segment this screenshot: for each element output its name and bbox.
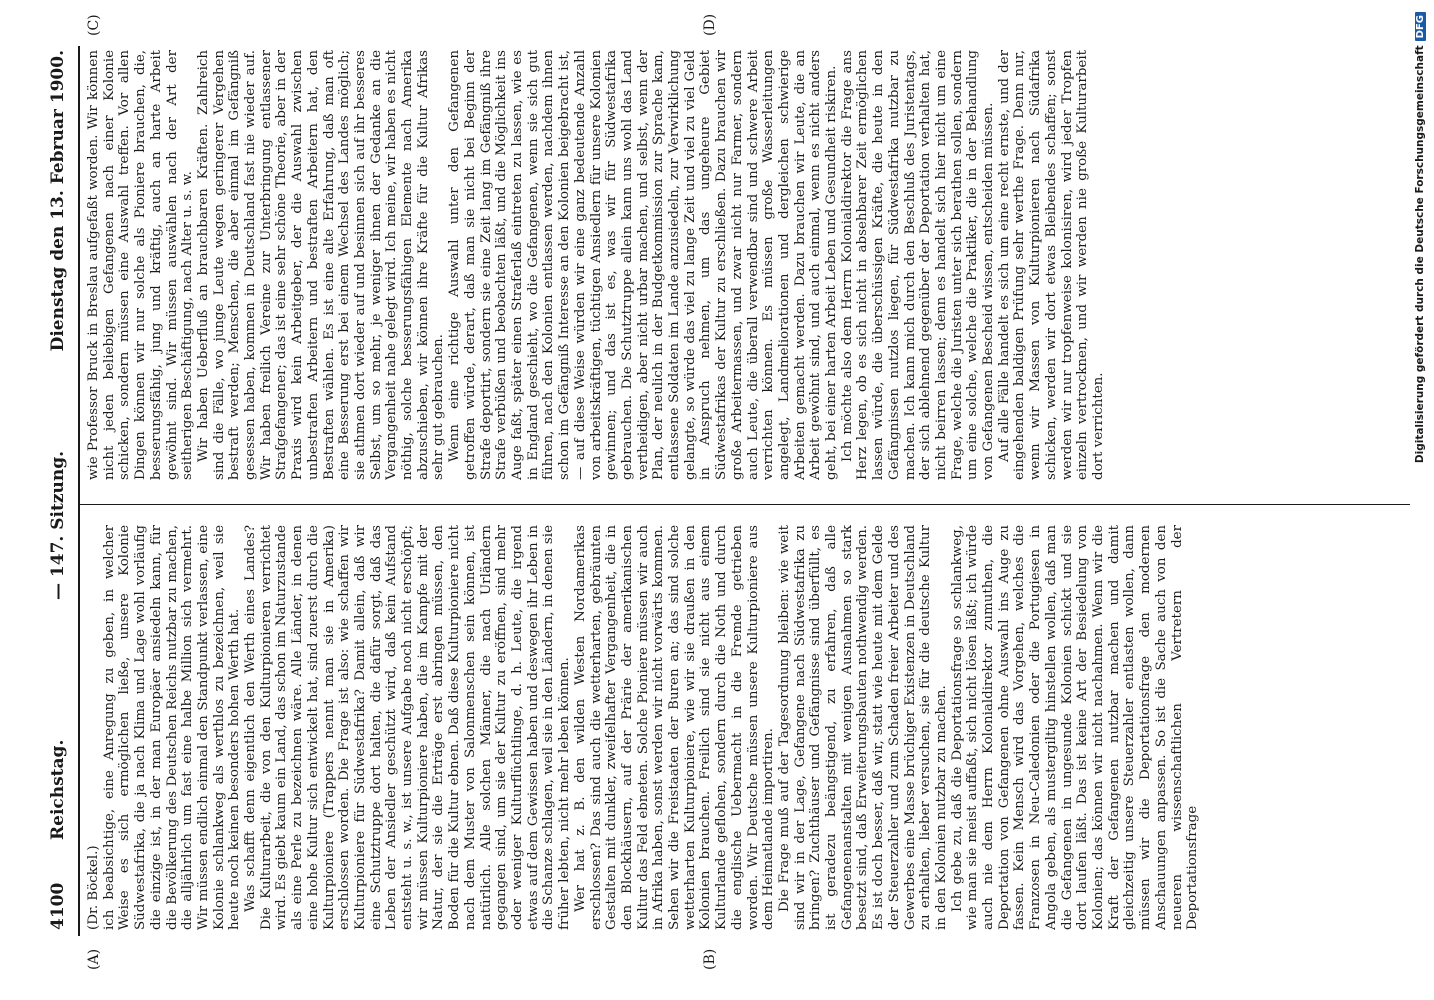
right-paragraph: Ich möchte also dem Herrn Kolonialdirektor die Frage ans Herz legen, ob es sich nicht in absehbarer Zeit ermöglichen lassen würde, die überschüssigen Kräfte, die heute in den Gefängnissen nutzlos liegen, für Südwestafrika nutzbar zu machen. Ich kann mich durch den Beschluß des Juristentags, der sich ablehnend gegenüber der Deportation verhalten hat, nicht beirren lassen; denn es handelt sich hier nicht um eine Frage, welche die Juristen unter sich berathen sollen, sondern um eine solche, welche die Praktiker, die in der Behandlung von Gefangenen Bescheid wissen, entscheiden müssen. xyxy=(839,50,997,480)
page-header xyxy=(46,50,76,930)
margin-marker-b: (B) xyxy=(702,948,718,970)
digitization-credit xyxy=(1414,0,1432,1000)
header-rule xyxy=(78,46,80,936)
left-paragraph: Ich gebe zu, daß die Deportationsfrage so schlankweg, wie man sie meist auffaßt, sich nicht lösen läßt; ich würde auch nie dem Herrn Kolonialdirektor zumuthen, die Deportation von Gefangenen ohne Auswahl ins Auge zu fassen. Kein Mensch wird das Vorgehen, welches die Franzosen in Neu-Caledonien oder die Portugiesen in Angola geben, als mustergiltig hinstellen wollen, daß man die Gefangenen in ungesunde Kolonien schickt und sie dort laufen läßt. Das ist keine Art der Besiedelung von Kolonien; das können wir nicht nachahmen. Wenn wir die Kraft der Gefangenen nutzbar machen und damit gleichzeitig unsere Steuerzahler entlasten wollen, dann müssen wir die Deportationsfrage den modernen Anschauungen anpassen. So ist die Sache auch von den neueren wissenschaftlichen Vertretern der Deportationsfrage xyxy=(949,525,1201,930)
right-paragraph: Wenn eine richtige Auswahl unter den Gefangenen getroffen würde, derart, daß man sie nicht bei Beginn der Strafe deportirt, sondern sie eine Zeit lang im Gefängniß ihre Strafe verbüßen und beobachten läßt, und die Möglichkeit ins Auge faßt, später einen Straferlaß eintreten zu lassen, wie es in England geschieht, wo die Gefangenen, wenn sie sich gut führen, nach den Kolonien entlassen werden, nachdem ihnen schon im Gefängniß Interesse an den Kolonien beigebracht ist, — auf diese Weise würden wir eine ganz bedeutende Anzahl von arbeitskräftigen, tüchtigen Ansiedlern für unsere Kolonien gewinnen; und das ist es, was wir für Südwestafrika gebrauchen. Die Schutztruppe allein kann uns wohl das Land vertheidigen, aber nicht urbar machen, und selbst, wenn der Plan, der neulich in der Budgetkommission zur Sprache kam, entlassene Soldaten im Lande anzusiedeln, zur Verwirklichung gelangte, so würde das viel zu lange Zeit und viel zu viel Geld in Anspruch nehmen, um das ungeheure Gebiet Südwestafrikas der Kultur zu erschließen. Dazu brauchen wir große Arbeitermassen, und zwar nicht nur Farmer, sondern auch Leute, die überall verwendbar sind und schwere Arbeit verrichten können. Es müssen große Wasserleitungen angelegt, Landmeliorationen und dergleichen schwierige Arbeiten gemacht werden. Dazu brauchen wir Leute, die an Arbeit gewöhnt sind, und auch einmal, wenn es nicht anders geht, bei einer harten Arbeit Leben und Gesundheit riskiren. xyxy=(447,50,840,480)
publication-title: Reichstag. xyxy=(48,739,68,840)
session-date: Dienstag den 13. Februar 1900. xyxy=(48,50,68,352)
left-paragraph: Wer hat z. B. den wilden Westen Nordamerikas erschlossen? Das sind auch die wetterharten, gebräunten Gestalten mit dunkler, zweifelhafter Vergangenheit, die in den Blockhäusern, auf der Prärie der amerikanischen Kultur das Feld ebneten. Solche Pioniere müssen wir auch in Afrika haben, sonst werden wir nicht vorwärts kommen. Sehen wir die Freistaaten der Buren an; das sind solche wetterharten Kulturpioniere, wie wir sie draußen in den Kolonien brauchen. Freilich sind sie nicht aus einem Kulturlande geflohen, sondern durch die Noth und durch die englische Uebermacht in die Fremde getrieben worden. Wir Deutsche müssen unsere Kulturpioniere aus dem Heimatlande importiren. xyxy=(572,525,777,930)
left-paragraph: ich beabsichtige, eine Anregung zu geben, in welcher Weise es sich ermöglichen ließe, unsere Kolonie Südwestafrika, die ja nach Klima und Lage wohl vorläufig die einzige ist, in der man Europäer ansiedeln kann, für die Bevölkerung des Deutschen Reichs nutzbar zu machen, die alljährlich um fast eine halbe Million sich vermehrt. Wir müssen endlich einmal den Standpunkt verlassen, eine Kolonie schlankweg als werthlos zu bezeichnen, weil sie heute noch keinen besonders hohen Werth hat. xyxy=(101,525,243,930)
right-paragraph: wie Professor Bruck in Breslau aufgefaßt worden. Wir können nicht jeden beliebigen Gefangenen nach einer Kolonie schicken, sondern müssen eine Auswahl treffen. Vor allen Dingen können wir nur solche als Pioniere brauchen, die, besserungsfähig, jung und kräftig, auch an harte Arbeit gewöhnt sind. Wir müssen auswählen nach der Art der seitherigen Beschäftigung, nach Alter u. s. w. xyxy=(86,50,196,480)
left-column xyxy=(86,525,1402,930)
left-paragraph: Was schafft denn eigentlich den Werth eines Landes? Die Kulturarbeit, die von den Kulturpionieren verrichtet wird. Es giebt kaum ein Land, das schon im Naturzustande als eine Perle zu bezeichnen wäre. Alle Länder, in denen eine hohe Kultur sich entwickelt hat, sind zuerst durch die Kulturpioniere (Trappers nennt man sie in Amerika) erschlossen worden. Die Frage ist also: wie schaffen wir Kulturpioniere für Südwestafrika? Damit allein, daß wir eine Schutztruppe dort halten, die dafür sorgt, daß das Leben der Ansiedler geschützt wird, daß kein Aufstand entsteht u. s. w., ist unsere Aufgabe noch nicht erschöpft; wir müssen Kulturpioniere haben, die im Kampfe mit der Natur, der sie die Erträge erst abringen müssen, den Boden für die Kultur ebnen. Daß diese Kulturpioniere nicht nach dem Muster von Salonmenschen sein können, ist natürlich. Alle solchen Männer, die nach Urländern gegangen sind, um sie der Kultur zu eröffnen, sind mehr oder weniger Kulturflüchtlinge, d. h. Leute, die irgend etwas auf dem Gewissen haben und deswegen ihr Leben in die Schanze schlagen, weil sie in den Ländern, in denen sie früher lebten, nicht mehr leben können. xyxy=(243,525,573,930)
session-label: — 147. Sitzung. xyxy=(48,450,68,600)
speaker-label: (Dr. Böckel.) xyxy=(86,845,101,930)
dfg-logo: DFG xyxy=(1415,12,1426,41)
right-paragraph: Wir haben Ueberfluß an brauchbaren Kräften. Zahlreich sind die Fälle, wo junge Leute wegen geringerer Vergehen bestraft werden; Menschen, die aber einmal im Gefängniß gesessen haben, kommen in Deutschland fast nie wieder auf. Wir haben freilich Vereine zur Unterbringung entlassener Strafgefangener; das ist eine sehr schöne Theorie, aber in der Praxis wird kein Arbeitgeber, der die Auswahl zwischen unbestraften Arbeitern und bestraften Arbeitern hat, den Bestraften wählen. Es ist eine alte Erfahrung, daß man oft eine Besserung erst bei einem Wechsel des Landes möglich; sie athmen dort wieder auf und besinnen sich auf ihr besseres Selbst, um so mehr, je weniger ihnen der Gedanke an die Vergangenheit nahe gelegt wird. Ich meine, wir haben es nicht nöthig, solche besserungsfähigen Elemente nach Amerika abzuschieben, wir können ihre Kräfte für die Kultur Afrikas sehr gut gebrauchen. xyxy=(195,50,447,480)
column-divider xyxy=(80,504,1410,505)
page-number: 4100 xyxy=(48,882,68,930)
credit-text: Digitalisierung gefördert durch die Deutsche Forschungsgemeinschaft xyxy=(1414,45,1426,464)
left-paragraph: Die Frage muß auf der Tagesordnung bleiben: wie weit sind wir in der Lage, Gefangene nach Südwestafrika zu bringen? Zuchthäuser und Gefängnisse sind überfüllt, es ist geradezu beängstigend, zu erfahren, daß alle Gefangenenanstalten mit wenigen Ausnahmen so stark besetzt sind, daß Erweiterungsbauten nothwendig werden. Es ist doch besser, daß wir, statt wie heute mit dem Gelde der Steuerzahler und zum Schaden freier Arbeiter und des Gewerbes eine Masse brüchiger Existenzen in Deutschland zu erhalten, lieber versuchen, sie für die deutsche Kultur in den Kolonien nutzbar zu machen. xyxy=(776,525,949,930)
margin-marker-a: (A) xyxy=(86,948,102,970)
margin-marker-d: (D) xyxy=(702,13,718,36)
margin-marker-c: (C) xyxy=(86,14,102,36)
right-column xyxy=(86,50,1402,480)
right-paragraph: Auf alle Fälle handelt es sich um eine recht ernste, und der eingehenden baldigen Prüfung sehr werthe Frage. Denn nur, wenn wir Massen von Kulturpionieren nach Südafrika schicken, werden wir dort etwas Bleibendes schaffen; sonst werden wir nur tropfenweise kolonisiren, wird jeder Tropfen einzeln vertrocknen, und wir werden nie große Kulturarbeit dort verrichten. xyxy=(996,50,1106,480)
